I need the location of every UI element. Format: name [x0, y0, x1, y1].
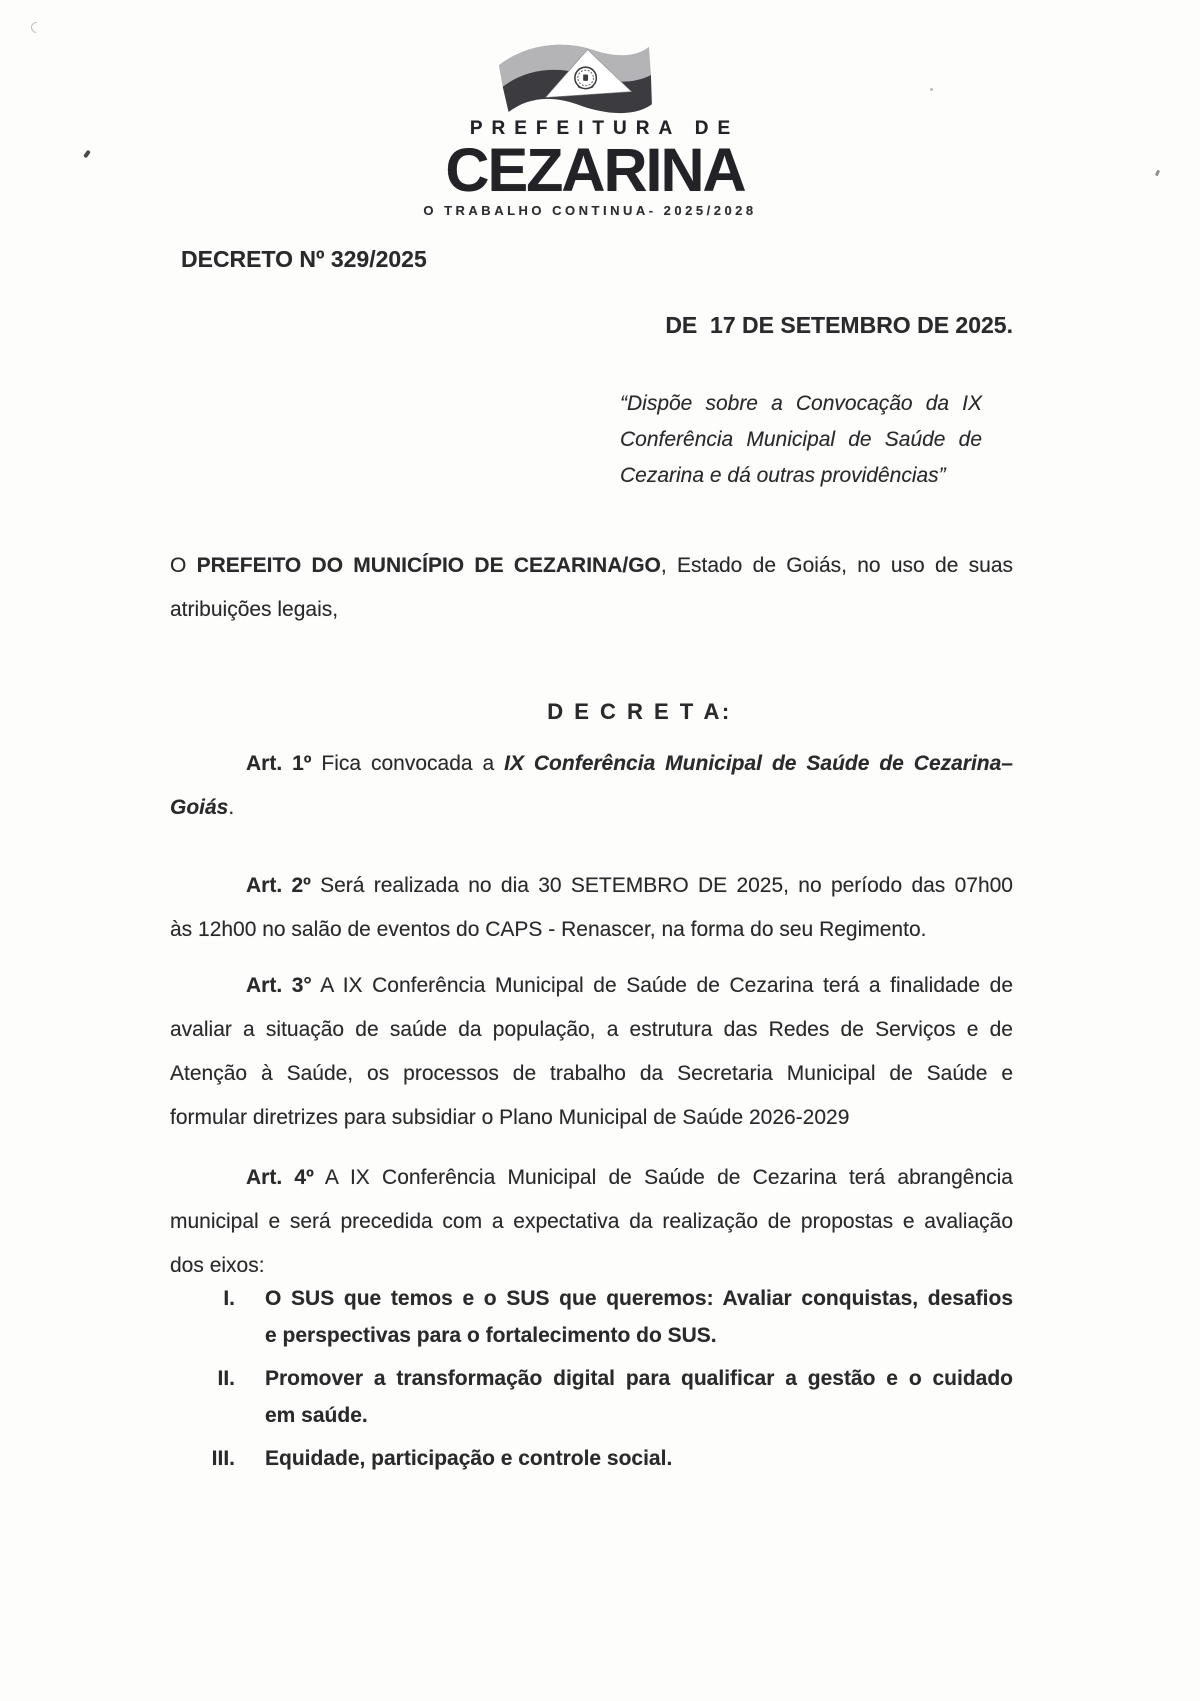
- article-line: Art. 2º Será realizada no dia 30 SETEMBRO DE 2025, no período das 07h00: [246, 874, 1013, 897]
- decreta-heading: D E C R E T A:: [547, 699, 732, 724]
- article-line: avaliar a situação de saúde da população, a estrutura das Redes de Serviços e de: [170, 1018, 1013, 1041]
- decree-date: DE 17 DE SETEMBRO DE 2025.: [665, 312, 1013, 338]
- article-line: formular diretrizes para subsidiar o Plano Municipal de Saúde 2026-2029: [170, 1106, 850, 1129]
- axis-item-2: [170, 1360, 1013, 1434]
- preamble-line: atribuições legais,: [170, 598, 339, 621]
- article-line: às 12h00 no salão de eventos do CAPS - Renascer, na forma do seu Regimento.: [170, 918, 927, 941]
- article-1: [170, 742, 1013, 830]
- preamble-lead: O: [170, 554, 197, 577]
- epigraph-line: Cezarina e dá outras providências”: [620, 464, 946, 487]
- axis-item-1: [170, 1280, 1013, 1354]
- article-line: dos eixos:: [170, 1254, 265, 1277]
- article-label: Art. 3°: [246, 974, 312, 997]
- scan-speck: [29, 20, 44, 35]
- letterhead-org-name: PREFEITURA DE: [469, 118, 740, 139]
- axis-text: [265, 1360, 1013, 1434]
- scan-speck: [930, 88, 933, 91]
- axis-text: [265, 1440, 1013, 1477]
- decree-number: DECRETO Nº 329/2025: [181, 246, 427, 272]
- preamble-rest: , Estado de Goiás, no uso de suas: [660, 554, 1014, 577]
- axis-item-3: [170, 1440, 1013, 1477]
- article-line: Art. 3° A IX Conferência Municipal de Saúde de Cezarina terá a finalidade de: [246, 974, 1013, 997]
- article-4: [170, 1156, 1013, 1288]
- axis-line: em saúde.: [265, 1404, 368, 1427]
- axis-line: Promover a transformação digital para qualificar a gestão e o cuidado: [265, 1367, 1013, 1390]
- decree-epigraph: [620, 386, 982, 494]
- axis-line: Equidade, participação e controle social.: [265, 1447, 673, 1470]
- axes-list: [170, 1280, 1013, 1483]
- decree-preamble: [170, 544, 1013, 632]
- axis-numeral: II.: [217, 1367, 235, 1390]
- letterhead-tagline: O TRABALHO CONTINUA- 2025/2028: [423, 203, 757, 218]
- article-line: municipal e será precedida com a expectativa da realização de propostas e avaliação: [170, 1210, 1013, 1233]
- axis-line: O SUS que temos e o SUS que queremos: Avaliar conquistas, desafios: [265, 1287, 1013, 1310]
- article-line: Art. 1º Fica convocada a IX Conferência Municipal de Saúde de Cezarina–: [246, 752, 1013, 775]
- axis-numeral: III.: [211, 1447, 235, 1470]
- epigraph-line: “Dispõe sobre a Convocação da IX: [620, 392, 982, 415]
- article-line: Atenção à Saúde, os processos de trabalho da Secretaria Municipal de Saúde e: [170, 1062, 1013, 1085]
- article-label: Art. 2º: [246, 874, 311, 897]
- article-line: Art. 4º A IX Conferência Municipal de Saúde de Cezarina terá abrangência: [246, 1166, 1013, 1189]
- epigraph-line: Conferência Municipal de Saúde de: [620, 428, 982, 451]
- preamble-authority: PREFEITO DO MUNICÍPIO DE CEZARINA/GO: [196, 554, 661, 577]
- axis-text: [265, 1280, 1013, 1354]
- cezarina-flag-icon: [487, 36, 653, 114]
- article-line: Goiás.: [170, 796, 235, 819]
- axis-line: e perspectivas para o fortalecimento do SUS.: [265, 1324, 717, 1347]
- article-label: Art. 1º: [246, 752, 312, 775]
- letterhead-city-name: CEZARINA: [445, 136, 745, 204]
- article-2: [170, 864, 1013, 952]
- article-3: [170, 964, 1013, 1140]
- preamble-line: [170, 544, 1013, 588]
- axis-numeral: I.: [223, 1287, 235, 1310]
- article-label: Art. 4º: [246, 1166, 314, 1189]
